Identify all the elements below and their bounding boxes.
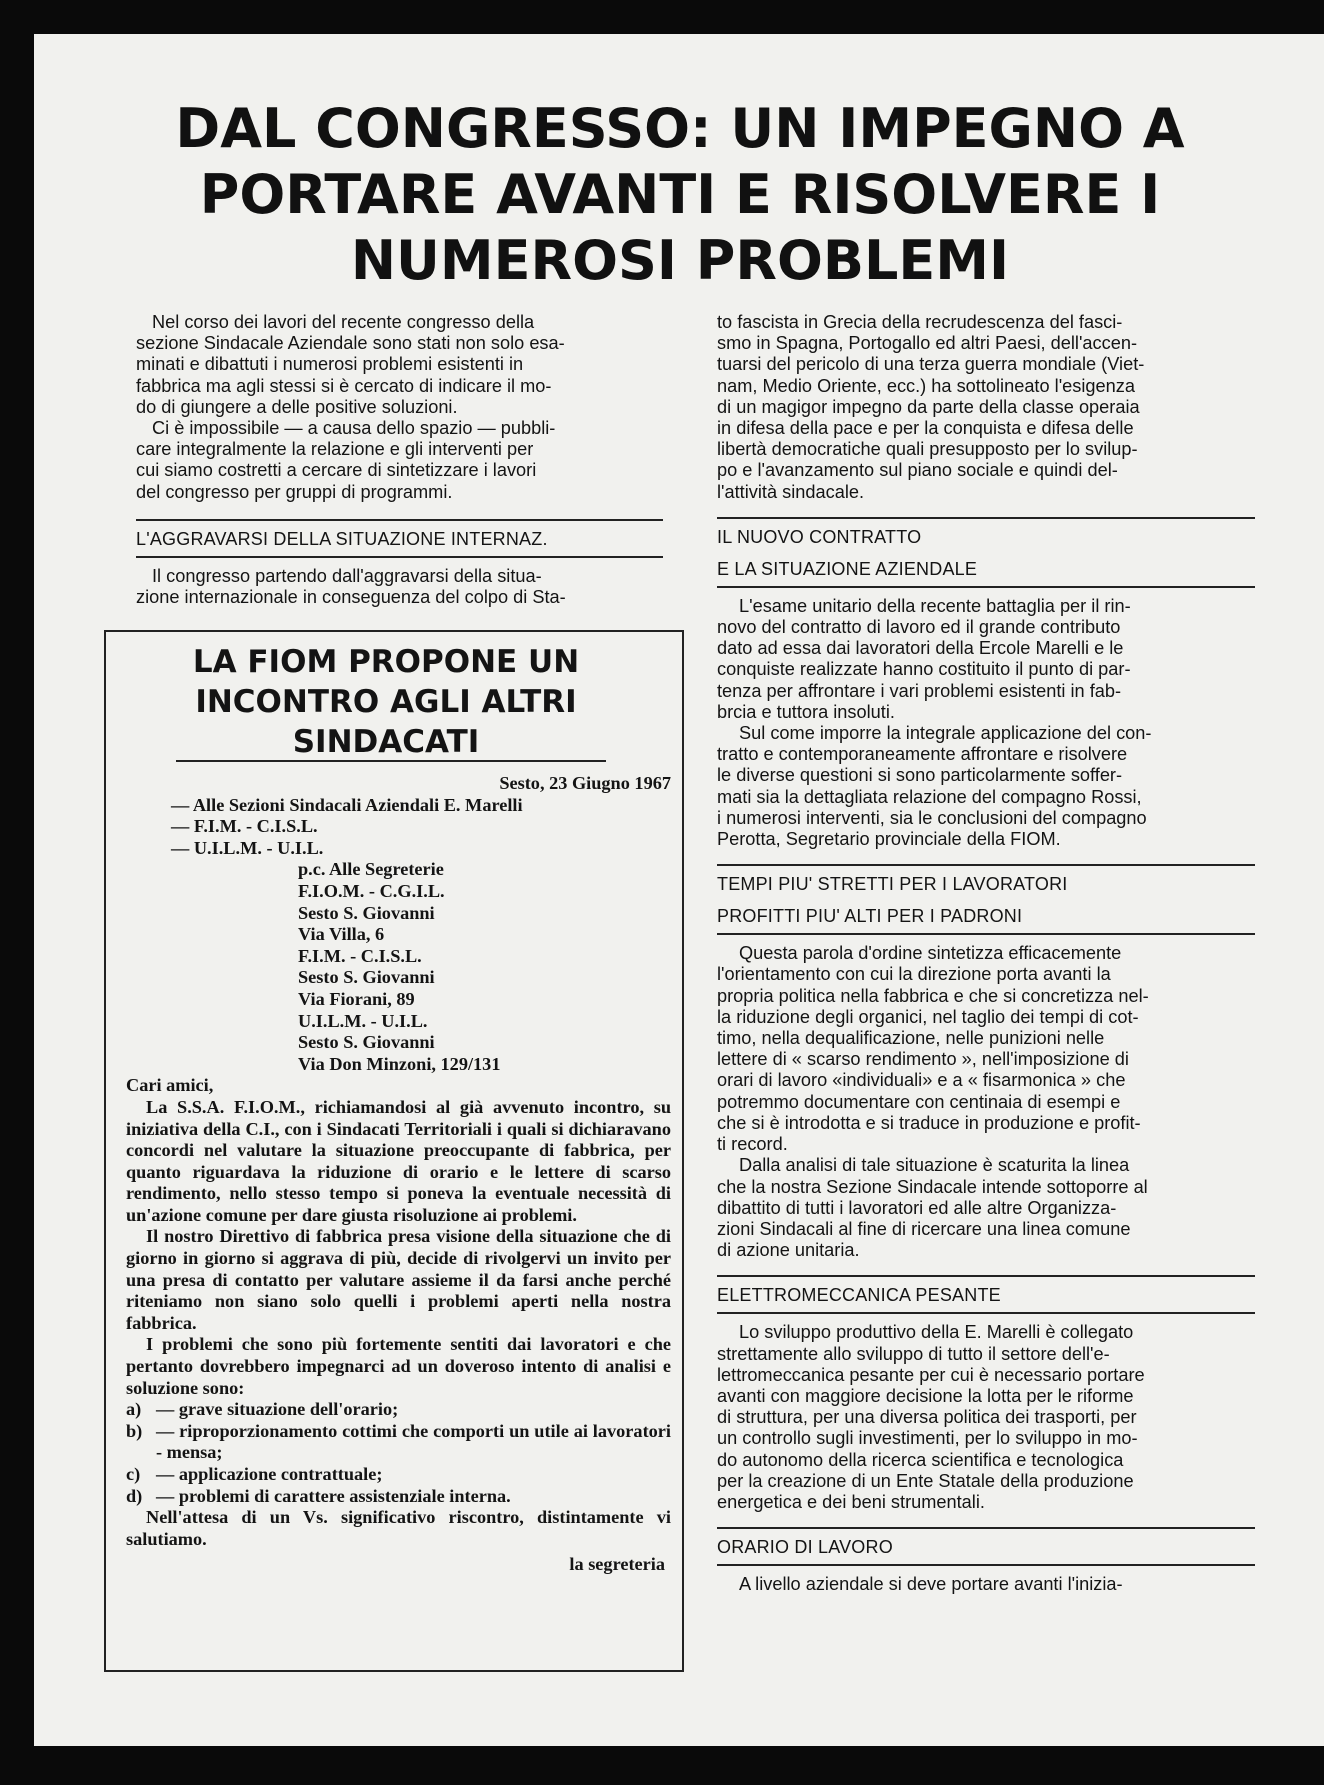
- text-line: sezione Sindacale Aziendale sono stati non solo esa-: [136, 333, 565, 354]
- text-line: di struttura, per una diversa politica dei trasporti, per: [717, 1407, 1137, 1428]
- section-paragraph: [717, 1155, 1255, 1261]
- text-line: propria politica nella fabbrica e che si concretizza nel-: [717, 985, 1149, 1006]
- text-line: Ci è impossibile — a causa dello spazio — pubbli-: [152, 418, 556, 439]
- letter-paragraph: I problemi che sono più fortemente sentiti dai lavoratori e che pertanto dovrebbero impegnarci ad un doveroso intento di analisi e soluzione sono:: [126, 1334, 671, 1398]
- section-title: PROFITTI PIU' ALTI PER I PADRONI: [717, 906, 1023, 927]
- cc-line: Sesto S. Giovanni: [298, 967, 435, 988]
- section-title: ELETTROMECCANICA PESANTE: [717, 1285, 1001, 1306]
- right-column: [717, 312, 1255, 1595]
- list-text: — problemi di carattere assistenziale interna.: [156, 1485, 511, 1506]
- letter-body: [126, 773, 671, 1576]
- box-title-line: SINDACATI: [292, 724, 480, 760]
- text-line: l'attività sindacale.: [717, 481, 865, 502]
- text-line: tenza per affrontare i vari problemi esistenti in fab-: [717, 680, 1122, 701]
- list-text: — grave situazione dell'orario;: [156, 1399, 399, 1420]
- text-line: nam, Medio Oriente, ecc.) ha sottolineato l'esigenza: [717, 375, 1135, 396]
- text-line: conquiste realizzate hanno costituito il punto di par-: [717, 659, 1131, 680]
- text-line: lettere di « scarso rendimento », nell'imposizione di: [717, 1049, 1129, 1070]
- text-line: strettamente allo sviluppo di tutto il settore dell'e-: [717, 1343, 1110, 1364]
- greeting: Cari amici,: [126, 1075, 214, 1096]
- text-line: fabbrica ma agli stessi si è cercato di indicare il mo-: [136, 375, 552, 396]
- text-line: minati e dibattuti i numerosi problemi esistenti in: [136, 354, 524, 375]
- continued-paragraph: [717, 312, 1255, 503]
- letter-paragraph: Il nostro Direttivo di fabbrica presa visione della situazione che di giorno in giorno si aggrava di più, decide di rivolgervi un invito per una presa di contatto per valutare assieme il da farsi anche perché riteniamo non siano solo quelli i problemi aperti nella nostra fabbrica.: [126, 1226, 671, 1333]
- text-line: potremmo documentare con centinaia di esempi e: [717, 1091, 1121, 1112]
- box-title-line: LA FIOM PROPONE UN: [192, 644, 580, 680]
- text-line: del congresso per gruppi di programmi.: [136, 481, 453, 502]
- text-line: Questa parola d'ordine sintetizza efficacemente: [739, 943, 1122, 964]
- section-paragraph: [717, 1574, 1255, 1595]
- text-line: i numerosi interventi, sia le conclusioni del compagno: [717, 807, 1147, 828]
- addressee: — F.I.M. - C.I.S.L.: [171, 816, 318, 837]
- text-line: A livello aziendale si deve portare avanti l'inizia-: [739, 1574, 1123, 1595]
- text-line: orari di lavoro «individuali» e a « fisarmonica » che: [717, 1070, 1126, 1091]
- box-title: [176, 642, 596, 762]
- text-line: la riduzione degli organici, nel taglio dei tempi di cot-: [717, 1006, 1139, 1027]
- cc-line: F.I.O.M. - C.G.I.L.: [298, 880, 445, 901]
- cc-line: Via Villa, 6: [298, 924, 385, 945]
- text-line: libertà democratiche quali presupposto per lo svilup-: [717, 439, 1138, 460]
- letter-date: Sesto, 23 Giugno 1967: [499, 773, 671, 793]
- signature: la segreteria: [569, 1554, 665, 1575]
- list-item: [126, 1486, 671, 1508]
- divider: [717, 1275, 1255, 1277]
- box-title-line: INCONTRO AGLI ALTRI: [195, 684, 577, 720]
- text-line: un controllo sugli investimenti, per lo sviluppo in mo-: [717, 1428, 1138, 1449]
- left-column: [136, 312, 663, 608]
- text-line: Lo sviluppo produttivo della E. Marelli è collegato: [739, 1322, 1134, 1343]
- list-item: [126, 1464, 671, 1486]
- text-line: zioni Sindacali al fine di ricercare una linea comune: [717, 1218, 1131, 1239]
- text-line: energetica e dei beni strumentali.: [717, 1491, 985, 1512]
- text-line: novo del contratto di lavoro ed il grande contributo: [717, 617, 1121, 638]
- section-title: ORARIO DI LAVORO: [717, 1537, 893, 1558]
- intro-paragraph: [136, 312, 663, 418]
- divider: [717, 1564, 1255, 1566]
- letter-paragraph: La S.S.A. F.I.O.M., richiamandosi al già avvenuto incontro, su iniziativa della C.I., con i Sindacati Territoriali i quali si dichiaravano concordi nel valutare la situazione preoccupante di fabbrica, per quanto riguardava la riduzione di orario e le lettere di scarso rendimento, nello stesso tempo si poneva la eventuale necessità di un'azione comune per dare giusta risoluzione ai problemi.: [126, 1096, 671, 1225]
- section-title: L'AGGRAVARSI DELLA SITUAZIONE INTERNAZ.: [136, 528, 548, 549]
- text-line: avanti con maggiore decisione la lotta per le riforme: [717, 1385, 1134, 1406]
- text-line: di un magigor impegno da parte della classe operaia: [717, 396, 1140, 417]
- addressee: — U.I.L.M. - U.I.L.: [171, 837, 324, 858]
- text-line: cui siamo costretti a cercare di sintetizzare i lavori: [136, 460, 537, 481]
- divider: [717, 1312, 1255, 1314]
- section-paragraph: [717, 723, 1255, 850]
- divider: [717, 864, 1255, 866]
- section-title: E LA SITUAZIONE AZIENDALE: [717, 558, 978, 579]
- text-line: Il congresso partendo dall'aggravarsi della situa-: [152, 565, 542, 586]
- text-line: care integralmente la relazione e gli interventi per: [136, 439, 534, 460]
- text-line: Nel corso dei lavori del recente congresso della: [152, 312, 535, 332]
- text-line: per la creazione di un Ente Statale della produzione: [717, 1470, 1134, 1491]
- text-line: to fascista in Grecia della recrudescenza del fasci-: [717, 312, 1123, 332]
- cc-line: Sesto S. Giovanni: [298, 1032, 435, 1053]
- text-line: po e l'avanzamento sul piano sociale e quindi del-: [717, 460, 1118, 481]
- headline-line: DAL CONGRESSO: UN IMPEGNO A: [175, 97, 1185, 160]
- text-line: timo, nella dequalificazione, nelle punizioni nelle: [717, 1028, 1105, 1049]
- text-line: dato ad essa dai lavoratori della Ercole Marelli e le: [717, 638, 1124, 659]
- list-text: — applicazione contrattuale;: [156, 1464, 383, 1484]
- list-key: a): [126, 1399, 142, 1420]
- text-line: zione internazionale in conseguenza del colpo di Sta-: [136, 587, 566, 608]
- divider: [717, 517, 1255, 519]
- cc-line: Via Fiorani, 89: [298, 988, 415, 1009]
- list-key: b): [126, 1420, 143, 1441]
- section-paragraph: [717, 943, 1255, 1155]
- text-line: dibattito di tutti i lavoratori ed alle altre Organizza-: [717, 1197, 1117, 1218]
- text-line: Dalla analisi di tale situazione è scaturita la linea: [739, 1155, 1130, 1176]
- text-line: di azione unitaria.: [717, 1240, 860, 1261]
- divider: [717, 933, 1255, 935]
- text-line: tuarsi del pericolo di una terza guerra mondiale (Viet-: [717, 354, 1145, 375]
- intro-paragraph: [136, 418, 663, 503]
- text-line: L'esame unitario della recente battaglia per il rin-: [739, 595, 1131, 616]
- text-line: brcia e tuttora insoluti.: [717, 701, 895, 722]
- text-line: do autonomo della ricerca scientifica e tecnologica: [717, 1449, 1124, 1470]
- text-line: l'orientamento con cui la direzione porta avanti la: [717, 964, 1111, 985]
- divider: [717, 1527, 1255, 1529]
- text-line: smo in Spagna, Portogallo ed altri Paesi, dell'accen-: [717, 333, 1137, 354]
- text-line: lettromeccanica pesante per cui è necessario portare: [717, 1364, 1145, 1385]
- cc-line: p.c. Alle Segreterie: [298, 859, 444, 880]
- addressee: — Alle Sezioni Sindacali Aziendali E. Marelli: [171, 794, 523, 815]
- text-line: in difesa della pace e per la conquista e difesa delle: [717, 418, 1134, 439]
- text-line: che la nostra Sezione Sindacale intende sottoporre al: [717, 1176, 1148, 1197]
- text-line: mati sia la dettagliata relazione del compagno Rossi,: [717, 786, 1142, 807]
- section-paragraph: [717, 1322, 1255, 1513]
- divider: [136, 519, 663, 521]
- list-key: c): [126, 1464, 141, 1484]
- list-text: — riproporzionamento cottimi che comporti un utile ai lavoratori - mensa;: [156, 1420, 671, 1463]
- divider: [176, 760, 606, 762]
- letter-closing: Nell'attesa di un Vs. significativo riscontro, distintamente vi salutiamo.: [126, 1507, 671, 1549]
- list-key: d): [126, 1485, 143, 1506]
- list-item: [126, 1399, 671, 1421]
- divider: [136, 556, 663, 558]
- text-line: ti record.: [717, 1134, 788, 1155]
- text-line: che si è introdotta e si traduce in produzione e profit-: [717, 1112, 1141, 1133]
- list-item: [126, 1421, 671, 1464]
- fiom-letter-box: [104, 630, 684, 1672]
- text-line: Sul come imporre la integrale applicazione del con-: [739, 723, 1152, 744]
- text-line: Perotta, Segretario provinciale della FIOM.: [717, 829, 1061, 850]
- headline: [130, 96, 1230, 294]
- text-line: tratto e contemporaneamente affrontare e risolvere: [717, 744, 1128, 765]
- section-paragraph: [136, 566, 663, 608]
- section-paragraph: [717, 596, 1255, 723]
- headline-line: NUMEROSI PROBLEMI: [350, 229, 1010, 292]
- section-title: IL NUOVO CONTRATTO: [717, 526, 922, 547]
- section-title: TEMPI PIU' STRETTI PER I LAVORATORI: [717, 874, 1068, 895]
- cc-line: F.I.M. - C.I.S.L.: [298, 945, 422, 966]
- cc-line: Via Don Minzoni, 129/131: [298, 1053, 501, 1074]
- divider: [717, 586, 1255, 588]
- text-line: do di giungere a delle positive soluzioni.: [136, 396, 458, 417]
- text-line: le diverse questioni si sono particolarmente soffer-: [717, 765, 1123, 786]
- headline-line: PORTARE AVANTI E RISOLVERE I: [199, 163, 1161, 226]
- cc-line: U.I.L.M. - U.I.L.: [298, 1010, 428, 1031]
- cc-line: Sesto S. Giovanni: [298, 902, 435, 923]
